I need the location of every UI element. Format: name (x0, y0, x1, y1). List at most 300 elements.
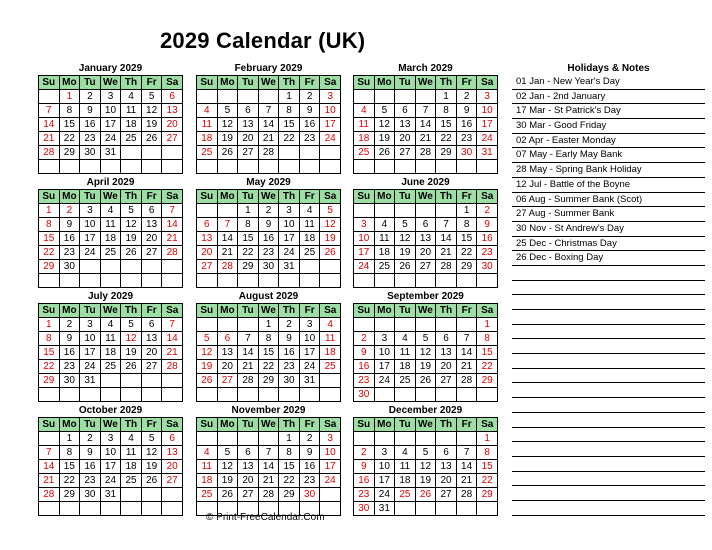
day-cell: 22 (39, 246, 60, 260)
day-cell: 15 (477, 346, 498, 360)
day-cell: 30 (477, 260, 498, 274)
day-cell: 29 (59, 146, 80, 160)
day-cell: 22 (238, 246, 259, 260)
day-cell: 1 (59, 432, 80, 446)
holidays-panel (512, 62, 705, 516)
empty-day-cell (121, 488, 142, 502)
month-table (196, 189, 341, 288)
day-cell: 19 (217, 474, 238, 488)
day-cell: 17 (320, 460, 341, 474)
day-cell: 27 (395, 146, 416, 160)
week-row (354, 232, 498, 246)
day-cell: 3 (320, 432, 341, 446)
day-cell: 1 (39, 318, 60, 332)
day-cell: 2 (354, 332, 375, 346)
day-cell: 7 (456, 332, 477, 346)
day-cell: 18 (100, 346, 121, 360)
day-cell: 8 (238, 218, 259, 232)
day-cell: 26 (320, 246, 341, 260)
day-cell: 5 (415, 332, 436, 346)
day-cell: 21 (39, 474, 60, 488)
day-cell: 25 (395, 488, 416, 502)
day-cell: 30 (258, 260, 279, 274)
day-cell: 12 (197, 346, 218, 360)
day-cell: 31 (80, 374, 101, 388)
empty-day-cell (354, 432, 375, 446)
weekday-header: Su (197, 76, 218, 90)
day-cell: 14 (39, 118, 60, 132)
day-cell: 13 (238, 118, 259, 132)
day-cell: 16 (59, 232, 80, 246)
month-name: June 2029 (401, 177, 450, 188)
weekday-header: Tu (80, 304, 101, 318)
day-cell: 28 (162, 246, 183, 260)
week-row (354, 374, 498, 388)
day-cell: 3 (320, 90, 341, 104)
day-cell: 3 (279, 204, 300, 218)
weekday-header: Th (436, 76, 457, 90)
day-cell: 29 (477, 488, 498, 502)
day-cell: 5 (141, 90, 162, 104)
month-calendar (196, 176, 341, 288)
day-cell: 16 (279, 346, 300, 360)
weekday-header: We (258, 190, 279, 204)
weekday-header: Fr (299, 304, 320, 318)
day-cell: 28 (415, 146, 436, 160)
week-row (354, 90, 498, 104)
day-cell: 26 (121, 360, 142, 374)
empty-day-cell (299, 160, 320, 174)
day-cell: 14 (238, 346, 259, 360)
holiday-entry: 12 Jul - Battle of the Boyne (512, 178, 705, 193)
day-cell: 27 (217, 374, 238, 388)
month-table (353, 189, 498, 288)
weekday-header: Tu (395, 190, 416, 204)
day-cell: 15 (477, 460, 498, 474)
holiday-entry: 02 Jan - 2nd January (512, 90, 705, 105)
weekday-header: Th (121, 190, 142, 204)
empty-day-cell (320, 374, 341, 388)
day-cell: 11 (197, 460, 218, 474)
week-row (354, 460, 498, 474)
empty-day-cell (374, 90, 395, 104)
day-cell: 11 (320, 332, 341, 346)
week-row (39, 232, 183, 246)
week-row (39, 360, 183, 374)
day-cell: 5 (141, 432, 162, 446)
day-cell: 1 (39, 204, 60, 218)
weekday-header: Sa (477, 76, 498, 90)
empty-day-cell (238, 160, 259, 174)
weekday-header: Mo (59, 190, 80, 204)
day-cell: 28 (456, 488, 477, 502)
week-row (354, 332, 498, 346)
day-cell: 7 (258, 104, 279, 118)
holiday-entry: 07 May - Early May Bank (512, 148, 705, 163)
day-cell: 31 (374, 502, 395, 516)
day-cell: 11 (121, 104, 142, 118)
day-cell: 23 (80, 132, 101, 146)
empty-day-cell (80, 160, 101, 174)
day-cell: 27 (141, 360, 162, 374)
month-name: May 2029 (246, 177, 291, 188)
day-cell: 22 (258, 360, 279, 374)
week-row (354, 346, 498, 360)
week-row (39, 374, 183, 388)
weekday-header-row (197, 190, 341, 204)
month-table (353, 75, 498, 174)
day-cell: 10 (100, 446, 121, 460)
note-line (512, 472, 705, 487)
week-row (39, 246, 183, 260)
day-cell: 25 (374, 260, 395, 274)
day-cell: 16 (299, 118, 320, 132)
day-cell: 12 (121, 218, 142, 232)
day-cell: 20 (217, 360, 238, 374)
month-table (353, 303, 498, 402)
day-cell: 12 (415, 460, 436, 474)
day-cell: 19 (320, 232, 341, 246)
day-cell: 28 (217, 260, 238, 274)
day-cell: 11 (374, 232, 395, 246)
day-cell: 24 (354, 260, 375, 274)
day-cell: 15 (59, 460, 80, 474)
day-cell: 29 (456, 260, 477, 274)
day-cell: 9 (354, 346, 375, 360)
week-row (39, 218, 183, 232)
empty-day-cell (395, 432, 416, 446)
empty-day-cell (415, 160, 436, 174)
day-cell: 5 (197, 332, 218, 346)
day-cell: 7 (39, 104, 60, 118)
note-line (512, 501, 705, 516)
week-row (197, 246, 341, 260)
weekday-header-row (354, 418, 498, 432)
day-cell: 11 (299, 218, 320, 232)
week-row (354, 146, 498, 160)
empty-day-cell (320, 260, 341, 274)
empty-day-cell (456, 160, 477, 174)
weekday-header: We (100, 190, 121, 204)
day-cell: 3 (374, 332, 395, 346)
day-cell: 16 (354, 474, 375, 488)
day-cell: 23 (299, 474, 320, 488)
day-cell: 1 (477, 318, 498, 332)
weekday-header: Sa (477, 304, 498, 318)
day-cell: 23 (80, 474, 101, 488)
day-cell: 18 (374, 246, 395, 260)
day-cell: 7 (39, 446, 60, 460)
empty-day-cell (217, 388, 238, 402)
weekday-header: Mo (217, 418, 238, 432)
weekday-header: Su (39, 418, 60, 432)
day-cell: 6 (436, 332, 457, 346)
week-row (39, 118, 183, 132)
day-cell: 6 (162, 90, 183, 104)
day-cell: 24 (100, 132, 121, 146)
empty-day-cell (121, 274, 142, 288)
empty-day-cell (121, 260, 142, 274)
day-cell: 23 (258, 246, 279, 260)
day-cell: 14 (415, 118, 436, 132)
weekday-header: Tu (80, 76, 101, 90)
weekday-header: Sa (162, 304, 183, 318)
weekday-header: Mo (374, 76, 395, 90)
day-cell: 17 (100, 460, 121, 474)
day-cell: 29 (39, 260, 60, 274)
month-calendar (196, 404, 341, 516)
empty-day-cell (354, 274, 375, 288)
holiday-entry: 06 Aug - Summer Bank (Scot) (512, 193, 705, 208)
weekday-header: We (415, 418, 436, 432)
day-cell: 16 (477, 232, 498, 246)
day-cell: 5 (320, 204, 341, 218)
note-line (512, 428, 705, 443)
day-cell: 25 (354, 146, 375, 160)
day-cell: 21 (258, 474, 279, 488)
day-cell: 8 (436, 104, 457, 118)
weekday-header: Th (121, 304, 142, 318)
empty-day-cell (436, 318, 457, 332)
day-cell: 6 (217, 332, 238, 346)
holiday-entry: 01 Jan - New Year's Day (512, 75, 705, 90)
note-line (512, 486, 705, 501)
week-row (39, 318, 183, 332)
empty-day-cell (415, 432, 436, 446)
empty-day-cell (477, 388, 498, 402)
day-cell: 6 (415, 218, 436, 232)
day-cell: 20 (141, 232, 162, 246)
weekday-header: Fr (456, 190, 477, 204)
day-cell: 2 (456, 90, 477, 104)
day-cell: 2 (59, 318, 80, 332)
day-cell: 12 (121, 332, 142, 346)
weekday-header: Sa (477, 418, 498, 432)
week-row (39, 90, 183, 104)
month-table (196, 303, 341, 402)
weekday-header: Sa (477, 190, 498, 204)
empty-day-cell (121, 502, 142, 516)
week-row (39, 388, 183, 402)
day-cell: 14 (436, 232, 457, 246)
day-cell: 20 (436, 474, 457, 488)
day-cell: 20 (141, 346, 162, 360)
month-name: April 2029 (86, 177, 135, 188)
empty-day-cell (197, 160, 218, 174)
week-row (197, 446, 341, 460)
empty-day-cell (456, 432, 477, 446)
day-cell: 25 (197, 488, 218, 502)
week-row (39, 502, 183, 516)
weekday-header-row (354, 190, 498, 204)
weekday-header: Su (354, 304, 375, 318)
day-cell: 17 (80, 346, 101, 360)
month-table (38, 189, 183, 288)
weekday-header: Th (279, 418, 300, 432)
day-cell: 23 (354, 488, 375, 502)
weekday-header: We (415, 304, 436, 318)
day-cell: 18 (395, 360, 416, 374)
day-cell: 22 (59, 132, 80, 146)
weekday-header: Tu (80, 418, 101, 432)
empty-day-cell (238, 388, 259, 402)
weekday-header: Su (39, 304, 60, 318)
day-cell: 29 (436, 146, 457, 160)
empty-day-cell (162, 146, 183, 160)
empty-day-cell (456, 388, 477, 402)
day-cell: 10 (477, 104, 498, 118)
empty-day-cell (141, 260, 162, 274)
day-cell: 15 (258, 346, 279, 360)
day-cell: 2 (354, 446, 375, 460)
day-cell: 28 (238, 374, 259, 388)
empty-day-cell (217, 204, 238, 218)
empty-day-cell (59, 274, 80, 288)
weekday-header: Mo (59, 418, 80, 432)
weekday-header: Th (436, 304, 457, 318)
empty-day-cell (395, 318, 416, 332)
empty-day-cell (238, 274, 259, 288)
day-cell: 26 (415, 488, 436, 502)
month-calendar (38, 404, 183, 516)
day-cell: 29 (258, 374, 279, 388)
day-cell: 11 (100, 218, 121, 232)
empty-day-cell (456, 274, 477, 288)
day-cell: 31 (100, 488, 121, 502)
day-cell: 19 (415, 360, 436, 374)
day-cell: 25 (395, 374, 416, 388)
weekday-header: Su (197, 304, 218, 318)
empty-day-cell (354, 318, 375, 332)
day-cell: 21 (162, 346, 183, 360)
weekday-header-row (354, 304, 498, 318)
week-row (197, 218, 341, 232)
weekday-header: Sa (320, 76, 341, 90)
empty-day-cell (320, 488, 341, 502)
day-cell: 21 (162, 232, 183, 246)
day-cell: 12 (395, 232, 416, 246)
empty-day-cell (354, 204, 375, 218)
empty-day-cell (141, 388, 162, 402)
day-cell: 30 (80, 488, 101, 502)
day-cell: 6 (436, 446, 457, 460)
empty-day-cell (162, 260, 183, 274)
holiday-entry: 28 May - Spring Bank Holiday (512, 163, 705, 178)
weekday-header-row (197, 418, 341, 432)
weekday-header: Mo (217, 76, 238, 90)
empty-day-cell (80, 388, 101, 402)
empty-day-cell (121, 374, 142, 388)
weekday-header: Fr (456, 76, 477, 90)
day-cell: 3 (80, 318, 101, 332)
empty-day-cell (100, 260, 121, 274)
day-cell: 28 (162, 360, 183, 374)
month-name: December 2029 (388, 405, 463, 416)
day-cell: 3 (354, 218, 375, 232)
weekday-header: We (258, 418, 279, 432)
empty-day-cell (59, 160, 80, 174)
weekday-header: We (100, 76, 121, 90)
day-cell: 11 (100, 332, 121, 346)
holiday-entry: 02 Apr - Easter Monday (512, 134, 705, 149)
day-cell: 13 (415, 232, 436, 246)
day-cell: 10 (299, 332, 320, 346)
empty-day-cell (374, 388, 395, 402)
weekday-header: Sa (320, 418, 341, 432)
weekday-header: Su (197, 418, 218, 432)
day-cell: 10 (320, 446, 341, 460)
day-cell: 28 (39, 146, 60, 160)
week-row (39, 332, 183, 346)
day-cell: 28 (258, 146, 279, 160)
day-cell: 14 (217, 232, 238, 246)
day-cell: 13 (217, 346, 238, 360)
note-line (512, 325, 705, 340)
empty-day-cell (258, 274, 279, 288)
day-cell: 26 (374, 146, 395, 160)
day-cell: 17 (374, 474, 395, 488)
day-cell: 15 (39, 232, 60, 246)
empty-day-cell (477, 160, 498, 174)
day-cell: 28 (456, 374, 477, 388)
weekday-header: Mo (59, 76, 80, 90)
day-cell: 27 (197, 260, 218, 274)
note-line (512, 354, 705, 369)
weekday-header: Tu (238, 418, 259, 432)
day-cell: 25 (100, 360, 121, 374)
weekday-header: Fr (299, 190, 320, 204)
day-cell: 20 (436, 360, 457, 374)
empty-day-cell (217, 90, 238, 104)
month-calendar (353, 290, 498, 402)
empty-day-cell (299, 274, 320, 288)
day-cell: 4 (299, 204, 320, 218)
weekday-header: Sa (320, 304, 341, 318)
day-cell: 19 (141, 118, 162, 132)
day-cell: 27 (415, 260, 436, 274)
day-cell: 8 (59, 446, 80, 460)
note-line (512, 383, 705, 398)
day-cell: 29 (279, 488, 300, 502)
day-cell: 2 (80, 432, 101, 446)
day-cell: 13 (436, 346, 457, 360)
weekday-header: Th (436, 190, 457, 204)
empty-day-cell (395, 388, 416, 402)
day-cell: 25 (299, 246, 320, 260)
weekday-header: We (258, 76, 279, 90)
weekday-header: Fr (141, 418, 162, 432)
day-cell: 30 (59, 260, 80, 274)
month-calendar (38, 176, 183, 288)
day-cell: 2 (80, 90, 101, 104)
day-cell: 2 (258, 204, 279, 218)
weekday-header: Su (39, 190, 60, 204)
weekday-header: Tu (395, 76, 416, 90)
day-cell: 6 (141, 318, 162, 332)
day-cell: 23 (279, 360, 300, 374)
day-cell: 17 (279, 232, 300, 246)
empty-day-cell (100, 502, 121, 516)
weekday-header: Tu (238, 304, 259, 318)
empty-day-cell (39, 432, 60, 446)
day-cell: 19 (141, 460, 162, 474)
day-cell: 10 (80, 332, 101, 346)
day-cell: 15 (279, 118, 300, 132)
week-row (197, 160, 341, 174)
month-table (38, 303, 183, 402)
day-cell: 24 (100, 474, 121, 488)
weekday-header-row (354, 76, 498, 90)
